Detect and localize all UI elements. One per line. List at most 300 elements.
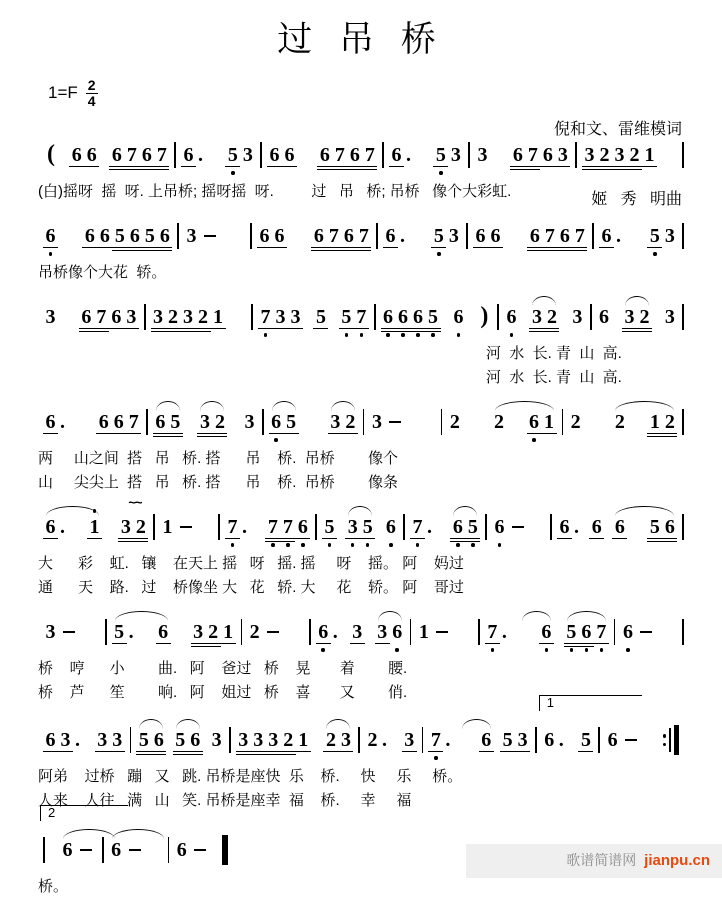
measure [360,717,422,763]
duration-dash [640,631,652,634]
note-group [247,621,284,644]
note-group [476,303,492,330]
note-group [662,306,677,329]
duration-dash [436,631,448,634]
measure [242,609,309,655]
note: . [75,728,80,751]
low-octave-dot [351,543,355,547]
slur-group [492,411,557,434]
note: 3 [477,143,488,166]
note-group [433,144,463,167]
measure [155,504,218,550]
note: 6 [127,225,142,248]
note: 3 [288,306,303,329]
note-group [191,621,236,644]
low-octave-dot [498,543,502,547]
note: 3 [118,516,133,539]
repeat-thick-bar [674,725,679,755]
note-group [599,225,623,248]
note: 2 [494,410,505,433]
measure [169,827,233,873]
note: 6 [188,729,203,752]
note: 1 [542,411,557,434]
note: 6 [156,621,171,644]
note: 5 [284,411,299,434]
note: . [574,515,579,538]
note: ( [47,141,55,168]
note-group [578,729,593,752]
note-group [95,729,125,752]
music-row [38,609,684,655]
measure [38,132,174,178]
note: . [501,620,507,643]
note: . [400,224,405,247]
note: 5 [112,621,127,644]
slur-group [328,411,358,434]
note-group [410,516,434,539]
measure [480,609,614,655]
note: 5 [225,144,240,167]
measure [38,399,146,445]
note: 2 [597,144,612,167]
note-group [257,225,287,248]
note-group [605,729,642,752]
note: 6 [396,306,411,329]
note: 6 [612,516,627,539]
note: 3 [244,410,255,433]
note: 5 [578,729,593,752]
note: 3 [450,143,461,166]
note-group [485,621,509,644]
note: 6 [450,516,465,539]
note: 6 [79,306,94,329]
note: 3 [622,306,637,329]
low-octave-dot [271,543,275,547]
note-group [350,621,365,644]
note-group [242,411,257,434]
measure [411,609,478,655]
note-group [570,306,585,329]
barline [682,142,684,168]
duration-dash [512,526,524,529]
note: 3 [371,410,382,433]
volta-bracket: 1 [539,695,643,711]
slur-group [153,411,183,434]
note: 1 [87,516,102,539]
note-group [389,144,413,167]
repeat-dots [663,734,666,745]
note: 1 [211,306,226,329]
music-row [38,399,684,445]
note: 2 [343,411,358,434]
slur-group [112,621,171,644]
note: 7 [258,306,273,329]
measure [38,805,102,873]
note: 6 [390,621,405,644]
note-group [317,144,377,167]
measure [537,695,599,763]
note: 3 [45,305,56,328]
note: 5 [136,729,151,752]
note: . [198,143,203,166]
note: 6 [176,838,187,861]
note: 6 [662,516,677,539]
measure [364,399,440,445]
note-group [568,411,583,434]
note-group [402,729,417,752]
low-octave-dot [401,333,405,337]
note: 6 [411,306,426,329]
note: 2 [249,620,260,643]
note: 7 [542,225,557,248]
watermark-site-link[interactable]: jianpu.cn [644,852,710,869]
note: 3 [345,516,360,539]
low-octave-dot [437,252,441,256]
music-system [38,213,684,283]
note-group [447,411,462,434]
note: 7 [94,306,109,329]
duration-dash [267,631,279,634]
note: . [558,728,564,751]
note: . [332,620,338,643]
low-octave-dot [345,333,349,337]
note: 2 [614,410,625,433]
measure [592,294,683,340]
note: 6 [599,225,614,248]
note-group [597,306,612,329]
note: 2 [662,411,677,434]
note: 5 [426,306,441,329]
note: 6 [62,838,73,861]
music-row [38,805,308,873]
measure [262,132,382,178]
note: 3 [124,306,139,329]
note: . [60,410,65,433]
note: 6 [557,516,572,539]
watermark [566,850,710,870]
note: 3 [110,729,125,752]
note: . [242,515,247,538]
note: 5 [647,516,662,539]
slur-group [375,621,405,644]
note: 6 [381,306,396,329]
low-octave-dot [491,648,495,652]
note: 7 [594,621,609,644]
note: 6 [451,306,466,329]
note: 7 [485,621,500,644]
note: . [445,728,451,751]
note: 5 [112,225,127,248]
note-group [542,729,566,752]
score [38,132,684,897]
note: 6 [383,225,398,248]
note: 7 [124,144,139,167]
note: . [128,620,134,643]
note-group [96,411,141,434]
note: . [382,728,388,751]
note: 6 [620,621,635,644]
slur-group [612,411,677,434]
note-group [160,516,197,539]
low-octave-dot [389,543,393,547]
measure [615,609,682,655]
note: 6 [267,144,282,167]
note-group [655,725,679,755]
note: 3 [242,143,253,166]
note: 6 [157,225,172,248]
note: 5 [647,225,662,248]
note: 6 [504,306,519,329]
note: 3 [350,621,365,644]
measure [104,827,168,873]
lyrics-line: 通 天 路. 过 桥像坐 大 花 轿. 大 花 轿。 阿 哥过 [38,579,464,596]
measure [600,717,684,763]
note: 6 [579,621,594,644]
note: 5 [168,411,183,434]
note: 3 [515,729,530,752]
low-octave-dot [49,252,53,256]
lyrics-line: 大 彩 虹. 镶 在天上 摇 呀 摇. 摇 呀 摇。 阿 妈过 [38,555,464,572]
measure [253,294,374,340]
low-octave-dot [434,756,438,760]
measure [264,399,363,445]
note: 6 [316,621,331,644]
measure [231,717,359,763]
note: 3 [191,621,206,644]
duration-dash [389,421,401,424]
measure [220,504,315,550]
note: 6 [540,144,555,167]
note: 7 [326,225,341,248]
note-group [381,306,441,329]
slur-group [60,839,97,862]
barline [682,409,684,435]
low-octave-dot [416,333,420,337]
measure [468,213,592,259]
trill-group [118,516,148,539]
note: 6 [347,144,362,167]
slur-group [269,411,299,434]
low-octave-dot [321,648,325,652]
note: 2 [133,516,148,539]
note-group [311,225,371,248]
note: 6 [383,516,398,539]
note: 5 [322,516,337,539]
note-group [451,306,466,329]
barline [682,304,684,330]
note: 6 [109,144,124,167]
measure [470,132,575,178]
note: 6 [181,144,196,167]
measure [131,717,229,763]
note: 7 [332,144,347,167]
note-group [184,225,221,248]
duration-dash [63,631,75,634]
note: 6 [510,144,525,167]
low-octave-dot [456,543,460,547]
note-group [265,516,310,539]
note-group [428,729,452,752]
music-system [38,399,684,493]
note: 6 [317,144,332,167]
note: 2 [281,729,296,752]
measure [38,504,153,550]
note: 2 [323,729,338,752]
music-system [38,294,684,388]
note-group [151,306,226,329]
note: 5 [339,306,354,329]
note: 6 [389,144,404,167]
note-group [504,306,519,329]
music-system [38,695,684,811]
final-barline [222,835,228,865]
note: 5 [142,225,157,248]
note: 6 [43,729,58,752]
note: 6 [96,411,111,434]
note: 3 [612,144,627,167]
music-row [38,294,684,340]
barline [43,837,45,863]
note: 5 [431,225,446,248]
note-group [620,621,657,644]
duration-dash [180,526,192,529]
low-octave-dot [570,648,574,652]
note: 6 [527,225,542,248]
duration-dash [80,849,92,852]
slur-group [529,306,559,329]
low-octave-dot [286,543,290,547]
note: 2 [196,306,211,329]
slur-group [612,516,677,539]
note: ) [480,303,489,330]
note-group [510,144,570,167]
note-group [582,144,657,167]
low-octave-dot [532,438,536,442]
note: 6 [82,225,97,248]
note: 6 [43,225,58,248]
note-group [43,141,59,168]
note: 6 [295,516,310,539]
duration-dash [204,235,216,238]
note: 6 [84,144,99,167]
key-time-signature [48,78,98,108]
measure [317,504,403,550]
note-group [43,621,80,644]
time-signature-denominator: 4 [87,92,96,109]
note-group [475,144,490,167]
low-octave-dot [457,333,461,337]
note: 3 [95,729,110,752]
note: 7 [572,225,587,248]
note: 6 [492,516,507,539]
note: 1 [647,411,662,434]
music-row [38,695,684,763]
low-octave-dot [366,543,370,547]
note: 3 [273,306,288,329]
measure [499,294,590,340]
measure [378,213,466,259]
slur-group [519,621,554,644]
note-group [557,516,581,539]
note: 2 [206,621,221,644]
lyrics-line: 人来 人往 满 山 笑. 吊桥是座幸 福 桥. 幸 福 [38,792,412,809]
note: 5 [173,729,188,752]
slur-group [197,411,227,434]
measure [376,294,498,340]
barline [682,223,684,249]
note: 7 [126,411,141,434]
note-group [43,225,58,248]
note: 3 [181,306,196,329]
slur-group [136,729,166,752]
high-octave-dot [93,509,97,513]
measure [146,294,252,340]
note: 3 [664,305,675,328]
note: 6 [97,225,112,248]
repeat-dot [663,734,666,737]
note-group [492,516,529,539]
low-octave-dot [431,333,435,337]
note: 5 [313,306,328,329]
lyrics-line: 两 山之间 搭 吊 桥. 搭 吊 桥. 吊桥 像个 [38,450,399,467]
low-octave-dot [439,171,443,175]
note: 3 [664,224,675,247]
note: 5 [500,729,515,752]
low-octave-dot [510,333,514,337]
note: 7 [525,144,540,167]
low-octave-dot [301,543,305,547]
duration-dash [625,739,637,742]
key-signature: 1=F [48,83,78,103]
music-row [38,132,684,178]
slur-group [459,729,494,752]
note-group [365,729,389,752]
measure [176,132,260,178]
measure [552,504,682,550]
end-repeat-sign [663,725,679,755]
note: 3 [375,621,390,644]
low-octave-dot [600,648,604,652]
note: 6 [557,225,572,248]
note-group [313,306,328,329]
note: 6 [527,411,542,434]
note: 2 [212,411,227,434]
note: 6 [139,144,154,167]
watermark-site-name: 歌谱简谱网 [566,852,637,868]
music-system [38,504,684,598]
measure [423,717,535,763]
barline [682,619,684,645]
measure [563,399,682,445]
measure [252,213,376,259]
note: 3 [402,729,417,752]
note-group [431,225,461,248]
note: 3 [251,729,266,752]
note: 1 [221,621,236,644]
lyrics-line: (白)摇呀 摇 呀. 上吊桥; 摇呀摇 呀. 过 吊 桥; 吊桥 像个大彩虹. [38,183,512,200]
note: 3 [151,306,166,329]
note-group [79,306,139,329]
note-group [416,621,453,644]
note-group [500,729,530,752]
low-octave-dot [328,543,332,547]
note: 6 [43,516,58,539]
lyrics-line: 桥。 [38,878,69,895]
note-group [212,835,228,865]
lyrics-line: 桥 芦 笙 响. 阿 姐过 桥 喜 又 俏. [38,684,408,701]
note: . [60,515,65,538]
note: 1 [418,620,429,643]
